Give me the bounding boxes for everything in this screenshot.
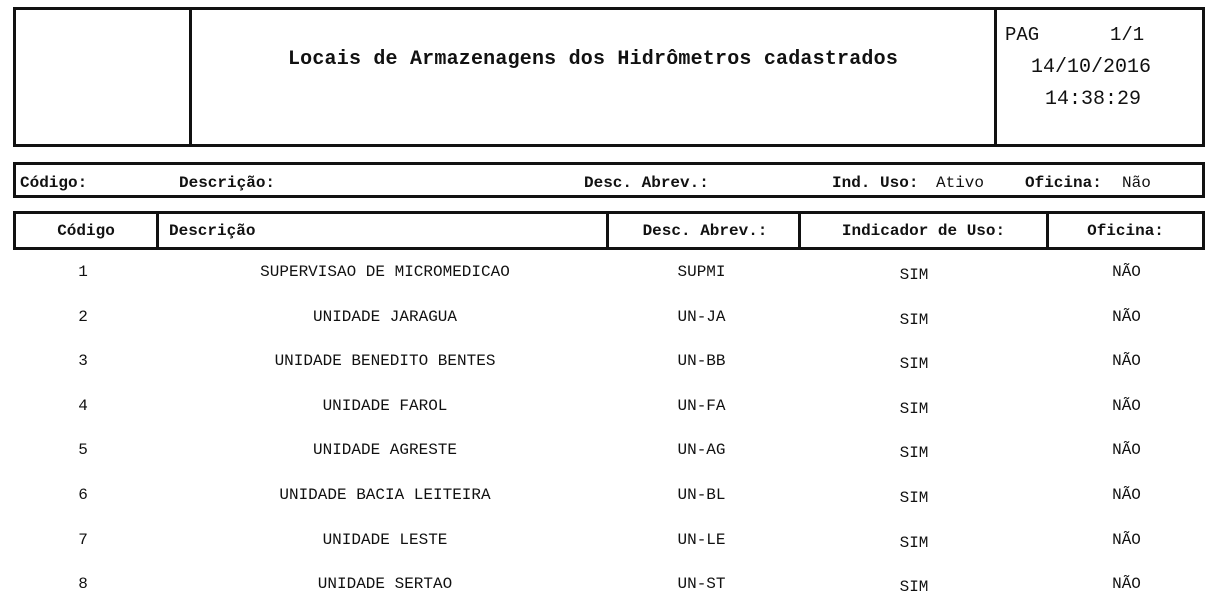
column-header-code: Código [16, 214, 159, 247]
table-header [13, 211, 1205, 250]
cell-description: UNIDADE AGRESTE [312, 441, 458, 460]
table-row [13, 428, 1205, 473]
cell-uso: SIM [899, 355, 929, 374]
cell-abrev: UN-ST [677, 575, 726, 594]
cell-description: UNIDADE SERTAO [317, 575, 453, 594]
logo-area [16, 10, 192, 144]
cell-uso: SIM [899, 578, 929, 597]
cell-abrev: UN-BL [677, 485, 726, 504]
cell-uso: SIM [899, 310, 929, 329]
report-time: 14:38:29 [1045, 88, 1142, 111]
table-row [13, 250, 1205, 295]
cell-abrev: UN-JA [677, 307, 726, 326]
report-title: Locais de Armazenagens dos Hidrômetros cadastrados [287, 48, 899, 71]
cell-oficina: NÃO [1112, 485, 1141, 504]
cell-code: 1 [78, 263, 88, 281]
page-label: PAG [1005, 24, 1040, 46]
cell-abrev: UN-LE [677, 530, 726, 549]
cell-uso: SIM [899, 488, 929, 507]
table-row [13, 562, 1205, 607]
cell-code: 6 [78, 485, 88, 504]
filter-abrev-label: Desc. Abrev.: [584, 174, 709, 192]
cell-oficina: NÃO [1112, 307, 1141, 326]
cell-uso: SIM [899, 266, 929, 284]
table-body [13, 250, 1205, 607]
cell-abrev: UN-BB [677, 352, 726, 371]
cell-uso: SIM [899, 444, 929, 463]
filter-uso-label: Ind. Uso: [832, 174, 919, 192]
table-row [13, 518, 1205, 563]
filter-uso-value: Ativo [936, 174, 985, 192]
cell-abrev: UN-AG [677, 441, 726, 460]
cell-description: UNIDADE LESTE [322, 530, 448, 549]
cell-oficina: NÃO [1112, 441, 1141, 460]
cell-code: 4 [78, 396, 88, 415]
cell-oficina: NÃO [1112, 396, 1141, 415]
cell-code: 3 [78, 352, 88, 371]
title-area [192, 10, 997, 144]
page-number: 1/1 [1110, 24, 1145, 46]
table-row [13, 473, 1205, 518]
cell-oficina: NÃO [1112, 263, 1141, 281]
table-row [13, 339, 1205, 384]
cell-code: 2 [78, 307, 88, 326]
cell-oficina: NÃO [1112, 575, 1141, 594]
cell-oficina: NÃO [1112, 352, 1141, 371]
cell-abrev: SUPMI [677, 263, 726, 281]
cell-code: 5 [78, 441, 88, 460]
filter-summary [13, 162, 1205, 198]
cell-code: 7 [78, 530, 88, 549]
cell-description: SUPERVISAO DE MICROMEDICAO [260, 263, 510, 281]
report-date: 14/10/2016 [1031, 56, 1152, 79]
cell-oficina: NÃO [1112, 530, 1141, 549]
filter-oficina-label: Oficina: [1025, 174, 1102, 192]
column-header-uso: Indicador de Uso: [801, 214, 1049, 247]
column-header-abrev: Desc. Abrev.: [612, 214, 801, 247]
column-header-description: Descrição [159, 214, 609, 247]
filter-oficina-value: Não [1122, 174, 1151, 192]
cell-description: UNIDADE FAROL [322, 396, 448, 415]
report-meta [997, 10, 1202, 144]
cell-abrev: UN-FA [677, 396, 726, 415]
table-row [13, 295, 1205, 340]
filter-code-label: Código: [20, 174, 88, 192]
cell-description: UNIDADE JARAGUA [312, 307, 458, 326]
cell-uso: SIM [899, 399, 929, 418]
filter-desc-label: Descrição: [179, 174, 276, 192]
column-header-oficina: Oficina: [1087, 222, 1164, 240]
cell-code: 8 [78, 575, 88, 594]
cell-description: UNIDADE BACIA LEITEIRA [279, 485, 491, 504]
table-row [13, 384, 1205, 429]
cell-uso: SIM [899, 533, 929, 552]
cell-description: UNIDADE BENEDITO BENTES [274, 352, 496, 371]
report-header [13, 7, 1205, 147]
